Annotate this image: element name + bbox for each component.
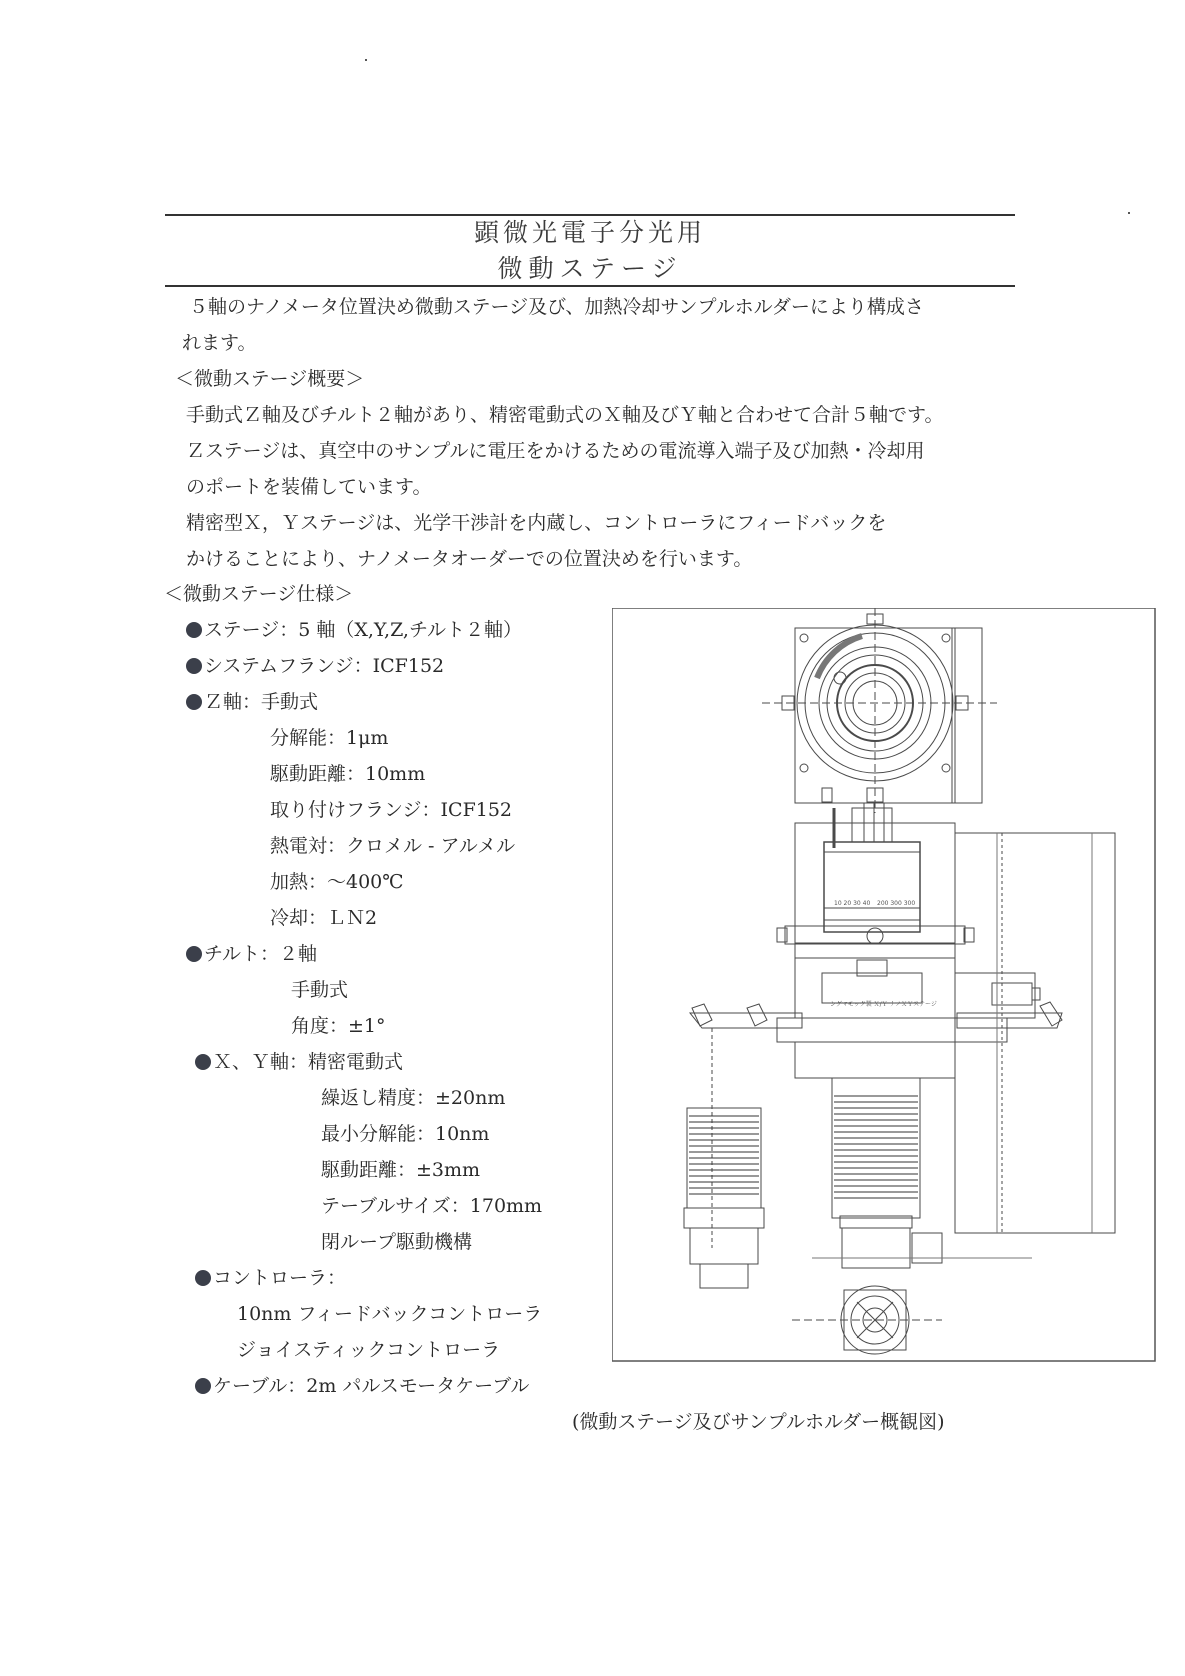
scan-speck [1128,212,1130,214]
z-item: 分解能：1μm [270,727,389,749]
figure-caption: (微動ステージ及びサンプルホルダー概観図) [572,1411,945,1433]
document-title: 顕微光電子分光用 [473,218,706,247]
overview-line-1: 手動式Ｚ軸及びチルト２軸があり、精密電動式のＸ軸及びＹ軸と合わせて合計５軸です。 [186,404,944,426]
bullet-icon [186,946,202,962]
bullet-icon [186,658,202,674]
spec-stage-text: ステージ：5 軸（X,Y,Z,チルト２軸） [204,619,523,641]
intro-line-2: れます。 [182,332,257,354]
intro-line-1: ５軸のナノメータ位置決め微動ステージ及び、加熱冷却サンプルホルダーにより構成さ [189,296,924,318]
spec-controller [195,1263,346,1290]
document-subtitle: 微動ステージ [497,254,683,283]
bottom-flange-view [792,1286,942,1354]
bullet-icon [195,1270,211,1286]
title-bottom-rule [165,285,1015,287]
dimension-lines [812,833,1092,1258]
z-item: 加熱：～400℃ [270,871,404,893]
z-item: 駆動距離：10mm [270,763,426,785]
spec-xy-text: Ｘ、Ｙ軸：精密電動式 [213,1051,404,1073]
tilt-item: 角度：±1° [291,1015,386,1037]
xy-stage [795,958,1040,1018]
spec-z-axis [186,687,318,714]
controller-item: ジョイスティックコントローラ [237,1339,501,1361]
top-flange-view [762,608,997,813]
spec-flange [186,651,444,678]
spec-z-axis-text: Ｚ軸：手動式 [204,691,319,713]
spec-controller-text: コントローラ： [213,1267,347,1289]
spec-flange-text: システムフランジ：ICF152 [204,655,445,677]
spec-cable [195,1371,529,1398]
spec-heading: ＜微動ステージ仕様＞ [164,583,354,605]
overview-line-2: Ｚステージは、真空中のサンプルに電圧をかけるための電流導入端子及び加熱・冷却用 [186,440,925,462]
z-item: 冷却：ＬＮ2 [270,907,378,929]
overview-line-5: かけることにより、ナノメータオーダーでの位置決めを行います。 [186,548,753,570]
spec-tilt [186,939,317,966]
overview-line-4: 精密型Ｘ，Ｙステージは、光学干渉計を内蔵し、コントローラにフィードバックを [186,512,887,534]
tilt-item: 手動式 [291,979,349,1001]
bullet-icon [186,622,202,638]
z-item: 取り付けフランジ：ICF152 [270,799,513,821]
spec-xy [195,1047,403,1074]
overview-heading: ＜微動ステージ概要＞ [175,368,365,390]
z-item: 熱電対：クロメル - アルメル [270,835,516,857]
spec-tilt-text: チルト：２軸 [204,943,318,965]
xy-item: 閉ループ駆動機構 [321,1231,473,1253]
scan-speck [365,59,367,61]
scale-label-2: 200 300 300 [877,900,916,907]
bullet-icon [195,1054,211,1070]
xy-item: テーブルサイズ：170mm [321,1195,543,1217]
xy-item: 駆動距離：±3mm [321,1159,481,1181]
tilt-plate [777,926,974,958]
bullet-icon [186,694,202,710]
spec-cable-text: ケーブル：2m パルスモータケーブル [213,1375,530,1397]
sample-holder-arms [690,1002,1062,1248]
side-bellows [684,1108,764,1288]
overview-line-3: のポートを装備しています。 [186,476,432,498]
main-bellows [832,1078,942,1268]
stage-label: シグマモック製 Ｘ/Ｙ ナノＸＹステージ [830,1001,937,1008]
controller-item: 10nm フィードバックコントローラ [237,1303,543,1325]
scale-label: 10 20 30 40 [834,900,871,907]
stage-drawing [612,608,1156,1362]
spec-stage [186,615,522,642]
xy-item: 最小分解能：10nm [321,1123,490,1145]
xy-item: 繰返し精度：±20nm [321,1087,506,1109]
bullet-icon [195,1378,211,1394]
